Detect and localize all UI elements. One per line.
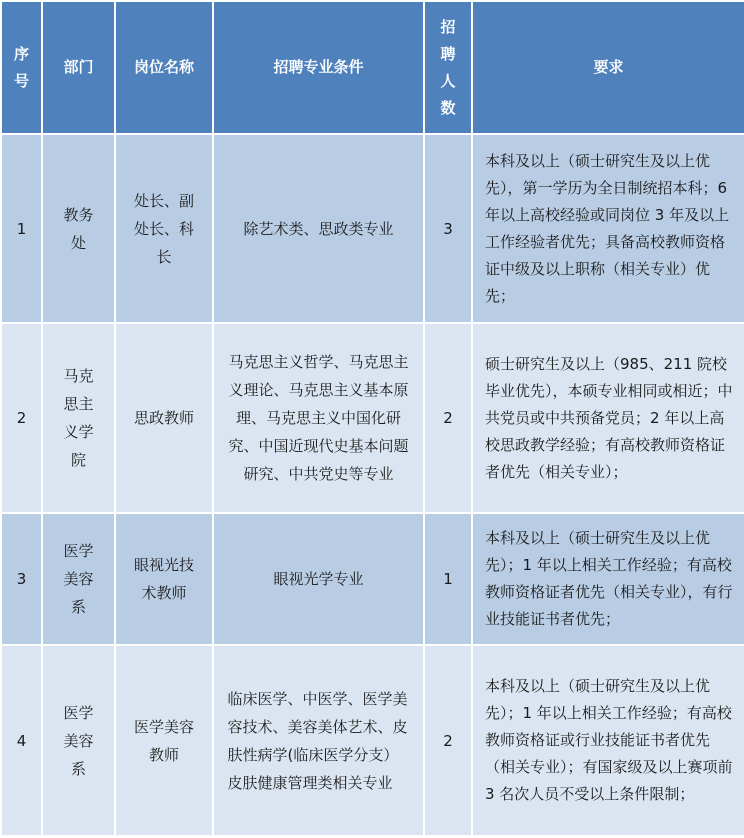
header-count [424,1,472,134]
department-label: 医学美容系 [63,703,94,778]
cell-count: 1 [424,513,472,645]
cell-department [42,134,115,323]
cell-requirements: 本科及以上（硕士研究生及以上优先）；1 年以上相关工作经验；有高校教师资格证者优先（相关专业），有行业技能证书者优先； [472,513,744,645]
cell-requirements: 本科及以上（硕士研究生及以上优先），第一学历为全日制统招本科；6 年以上高校经验或同岗位 3 年及以上工作经验者优先；具备高校教师资格证中级及以上职称（相关专业）优先； [472,134,744,323]
position-label: 眼视光技术教师 [133,556,194,602]
cell-index: 1 [1,134,42,323]
cell-major [213,645,424,836]
cell-department [42,513,115,645]
cell-major [213,323,424,513]
department-label: 医学美容系 [63,542,94,616]
position-label: 医学美容教师 [133,717,194,764]
cell-index: 4 [1,645,42,836]
department-label: 马克思主义学院 [63,367,94,469]
cell-requirements: 本科及以上（硕士研究生及以上优先）；1 年以上相关工作经验；有高校教师资格证或行业技能证书者优先（相关专业）；有国家级及以上赛项前 3 名次人员不受以上条件限制； [472,645,744,836]
cell-index: 2 [1,323,42,513]
table-row [1,323,744,513]
table-row [1,513,744,645]
table-row [1,645,744,836]
position-label: 思政教师 [133,409,194,427]
department-label: 教务处 [63,205,94,252]
header-position: 岗位名称 [115,1,213,134]
header-count-label: 招聘人数 [440,17,456,117]
major-label: 马克思主义哲学、马克思主义理论、马克思主义基本原理、马克思主义中国化研究、中国近现代史基本问题研究、中共党史等专业 [228,353,409,483]
header-requirements: 要求 [472,1,744,134]
cell-major: 除艺术类、思政类专业 [213,134,424,323]
cell-major: 眼视光学专业 [213,513,424,645]
major-label: 临床医学、中医学、医学美容技术、美容美体艺术、皮肤性病学(临床医学分支）皮肤健康管理类相关专业 [227,689,408,792]
cell-department [42,645,115,836]
cell-count: 2 [424,645,472,836]
table-header-row [1,1,744,134]
cell-position [115,323,213,513]
cell-requirements: 硕士研究生及以上（985、211 院校毕业优先），本硕专业相同或相近；中共党员或中共预备党员；2 年以上高校思政教学经验；有高校教师资格证者优先（相关专业）； [472,323,744,513]
cell-department [42,323,115,513]
header-index [1,1,42,134]
header-major: 招聘专业条件 [213,1,424,134]
cell-position [115,134,213,323]
cell-count: 2 [424,323,472,513]
header-index-label: 序号 [13,44,29,90]
position-label: 处长、副处长、科长 [133,191,194,266]
cell-count: 3 [424,134,472,323]
cell-index: 3 [1,513,42,645]
cell-position [115,645,213,836]
table-row [1,134,744,323]
cell-position [115,513,213,645]
header-department: 部门 [42,1,115,134]
